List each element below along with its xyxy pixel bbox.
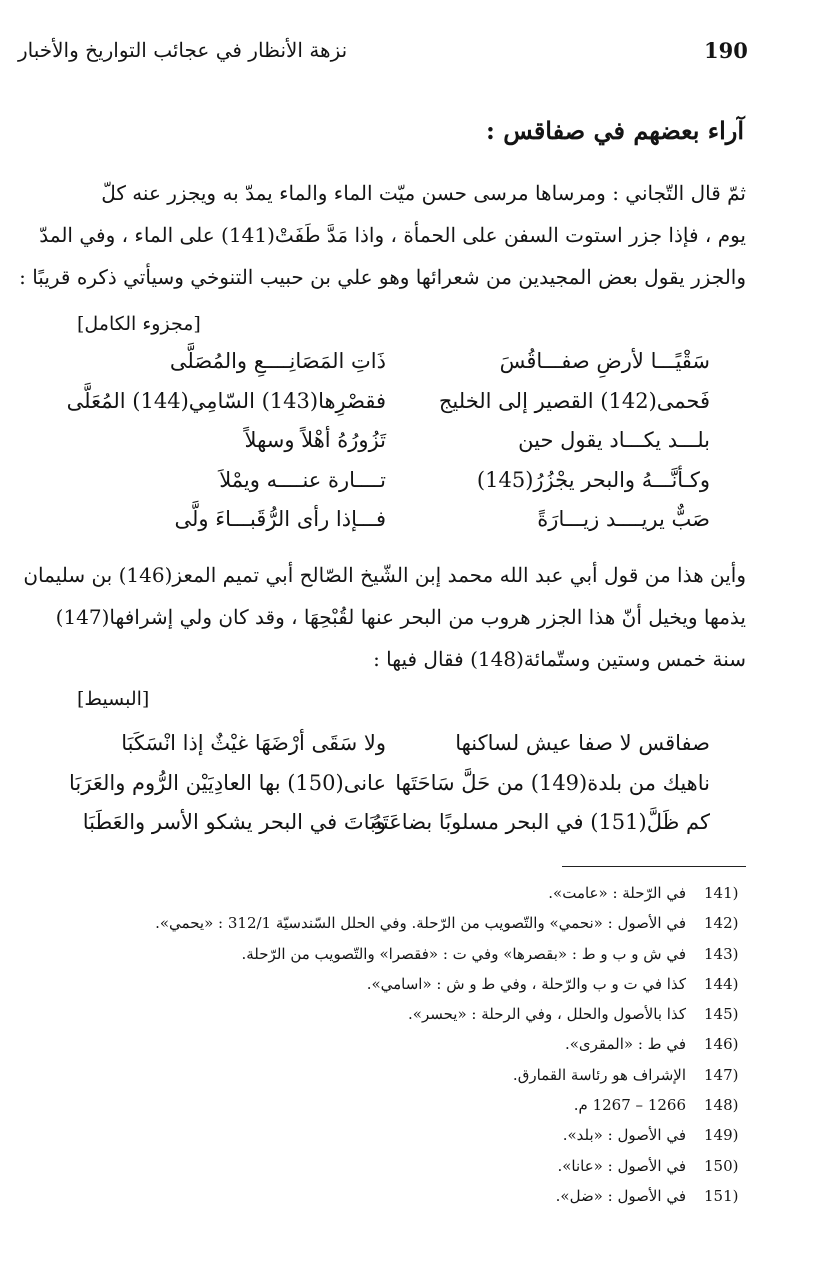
verse-second-hemistich: وبَاتَ في البحر يشكو الأسر والعَطَبَا: [82, 810, 386, 834]
footnote: [380, 1181, 744, 1211]
footnote-number: 141): [704, 884, 739, 902]
paragraph-2: [14, 554, 746, 680]
footnote-text: كذا في ت و ب والرّحلة ، وفي ط و ش : «اسامي».: [366, 974, 686, 993]
paragraph-1: [14, 172, 746, 298]
text-line: ثمّ قال التّجاني : ومرساها مرسى حسن ميّت الماء والماء يمدّ به ويجزر عنه كلّ: [101, 181, 746, 205]
verse-first-hemistich: صَبٌّ يريــــد زيـــارَةً: [537, 507, 710, 531]
footnote-number: 146): [704, 1035, 739, 1054]
verse-first-hemistich: كم ظَلَّ(151) في البحر مسلوبًا بضاعَتَهُ: [371, 810, 710, 834]
footnote-number: 142): [704, 914, 739, 933]
text-line: يذمها ويخيل أنّ هذا الجزر هروب من البحر عنها لقُبْحِهَا ، وقد كان ولي إشرافها(147): [55, 605, 746, 629]
meter-label: [مجزوء الكامل]: [77, 313, 201, 335]
footnotes: [155, 878, 744, 1211]
verse-second-hemistich: تَزُورُهُ أهْلاً وسهلاً: [244, 428, 386, 452]
text-line: يوم ، فإذا جزر استوت السفن على الحمأة ، واذا مَدَّ طَفَتْ(141) على الماء ، وفي المدّ: [39, 223, 746, 247]
footnote-text: الإشراف هو رئاسة القمارق.: [512, 1065, 686, 1084]
footnote: [380, 999, 744, 1029]
text-line: وأين هذا من قول أبي عبد الله محمد إبن الشّيخ الصّالح أبي تميم المعز(146) بن سليمان: [23, 563, 746, 587]
verse-first-hemistich: صفاقس لا صفا عيش لساكنها: [455, 731, 710, 755]
footnote-text: 1266 – 1267 م.: [573, 1096, 686, 1115]
verse: [70, 803, 710, 843]
footnote-text: في الأصول : «نحمي» والتّصويب من الرّحلة. وفي الحلل السّندسيّة 312/1 : «يحمي».: [155, 914, 686, 933]
poem-1: [66, 342, 710, 540]
verse-second-hemistich: فقصْرِها(143) السّامِي(144) المُعَلَّى: [66, 388, 386, 413]
verse: [70, 724, 710, 764]
verse: [70, 764, 710, 804]
footnote: [380, 1151, 744, 1181]
footnote-number: 150): [704, 1156, 739, 1175]
footnote: [366, 969, 744, 999]
footnote-number: 144): [704, 974, 739, 993]
verse: [66, 382, 710, 422]
verse-first-hemistich: سَقْيًـــا لأرضِ صفـــاقُسَ: [499, 349, 710, 373]
footnote: [380, 1029, 744, 1059]
verse: [70, 421, 710, 461]
text-line: سنة خمس وستين وستّمائة(148) فقال فيها :: [373, 647, 746, 671]
footnote-number: 145): [704, 1005, 739, 1024]
footnote-text: في ط : «المقرى».: [564, 1035, 686, 1054]
footnote-number: 143): [704, 944, 739, 963]
verse-second-hemistich: تــــارة عنــــه ويمْلاَ: [219, 467, 386, 492]
verse-second-hemistich: ولا سَقَى أرْضَهَا غيْثٌ إذا انْسَكَبَا: [121, 731, 386, 755]
footnote-text: كذا بالأصول والحلل ، وفي الرحلة : «يحسر».: [408, 1005, 686, 1024]
verse-first-hemistich: وكـأنَّـــهُ والبحر يجْزُرُ(145): [476, 467, 710, 492]
footnote-number: 147): [704, 1065, 739, 1084]
verse-first-hemistich: ناهيك من بلدة(149) من حَلَّ سَاحَتَها: [395, 770, 710, 795]
footnote: [241, 939, 744, 969]
footnote-rule: [562, 866, 746, 867]
verse-second-hemistich: فـــإذا رأى الرُّقَبـــاءَ ولَّى: [174, 507, 386, 531]
verse-first-hemistich: بلـــد يكـــاد يقول حين: [518, 428, 710, 452]
footnote-text: في الأصول : «عانا».: [557, 1156, 686, 1175]
footnote-number: 148): [704, 1096, 739, 1115]
footnote: [380, 1090, 744, 1120]
footnote: [380, 1120, 744, 1150]
section-title: آراء بعضهم في صفاقس :: [486, 116, 744, 145]
footnote-text: في الرّحلة : «عامت».: [548, 884, 686, 902]
verse-second-hemistich: عانى(150) بها العادِيَيْن الرُّوم والعَرَبَا: [69, 770, 386, 795]
verse-second-hemistich: ذَاتِ المَصَانِــــعِ والمُصَلَّى: [169, 349, 386, 373]
verse: [70, 342, 710, 382]
footnote: [380, 1060, 744, 1090]
footnote-number: 151): [704, 1186, 739, 1205]
verse-first-hemistich: فَحمى(142) القصير إلى الخليج: [438, 388, 710, 413]
footnote-number: 149): [704, 1126, 739, 1145]
footnote-text: في الأصول : «بلد».: [562, 1126, 686, 1145]
meter-label: [البسيط]: [77, 688, 150, 710]
verse: [70, 461, 710, 501]
footnote-text: في ش و ب و ط : «بقصرها» وفي ت : «فقصرا» والتّصويب من الرّحلة.: [241, 944, 686, 963]
footnote: [155, 908, 744, 938]
running-title: نزهة الأنظار في عجائب التواريخ والأخبار: [18, 38, 348, 62]
footnote: [380, 878, 744, 908]
verse: [70, 500, 710, 540]
page-number: 190: [704, 38, 748, 63]
text-line: والجزر يقول بعض المجيدين من شعرائها وهو علي بن حبيب التنوخي وسيأتي ذكره قريبًا :: [19, 265, 746, 289]
footnote-text: في الأصول : «ضل».: [555, 1186, 686, 1205]
poem-2: [70, 724, 710, 843]
